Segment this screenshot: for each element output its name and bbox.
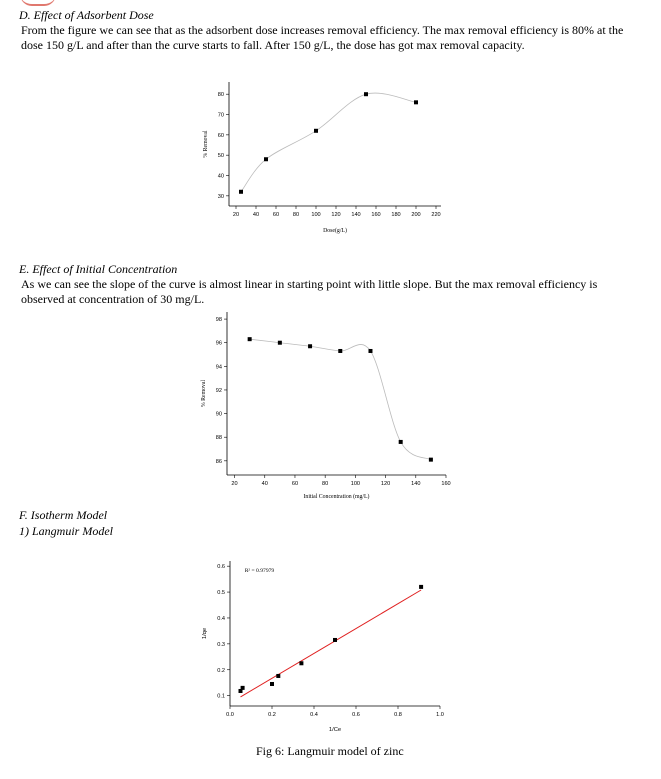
y-tick-label: 40 — [217, 173, 224, 180]
figure-caption: Fig 6: Langmuir model of zinc — [256, 744, 404, 758]
x-tick-label: 160 — [441, 481, 451, 487]
x-tick-label: 40 — [252, 212, 260, 218]
y-tick-label: 0.6 — [217, 564, 225, 571]
y-tick-label: 86 — [215, 458, 222, 465]
x-tick-label: 0.4 — [310, 712, 318, 718]
x-tick-label: 200 — [411, 212, 421, 218]
paragraph-initial-concentration: As we can see the slope of the curve is almost linear in starting point with little slope. But the max removal efficiency is observed at concentration of 30 mg/L. — [21, 277, 598, 306]
y-tick-label: 0.5 — [217, 590, 225, 597]
section-heading-initial-concentration: E. Effect of Initial Concentration — [19, 262, 178, 276]
section-heading-adsorbent-dose: D. Effect of Adsorbent Dose — [19, 8, 154, 22]
y-tick-label: 90 — [215, 411, 222, 418]
data-point — [333, 638, 337, 642]
section-heading-isotherm-model: F. Isotherm Model — [19, 508, 108, 522]
data-point — [276, 674, 280, 678]
x-tick-label: 40 — [261, 481, 268, 487]
x-tick-label: 100 — [350, 481, 361, 487]
x-tick-label: 80 — [322, 481, 329, 487]
x-tick-label: 120 — [331, 212, 341, 218]
data-point — [241, 686, 245, 690]
x-tick-label: 60 — [291, 481, 299, 487]
x-tick-label: 0.8 — [394, 712, 402, 718]
x-tick-label: 0.0 — [226, 712, 234, 718]
x-tick-label: 60 — [272, 212, 280, 218]
y-axis-label: % Removal — [203, 130, 209, 158]
y-tick-label: 60 — [217, 132, 224, 139]
x-tick-label: 220 — [431, 212, 441, 218]
fit-line — [241, 590, 422, 697]
paragraph-adsorbent-dose: From the figure we can see that as the adsorbent dose increases removal efficiency. The max removal efficiency is 80% at the dose 150 g/L and after than the curve starts to fall. After 150 g/L, the dose has got max removal capacity. — [21, 23, 624, 52]
y-tick-label: 30 — [217, 193, 224, 200]
x-axis-label: Initial Concentration (mg/L) — [303, 494, 370, 500]
x-tick-label: 180 — [391, 212, 401, 218]
x-axis-label: Dose(g/L) — [323, 228, 347, 234]
y-tick-label: 50 — [217, 153, 224, 160]
y-tick-label: 0.3 — [217, 641, 225, 648]
x-tick-label: 80 — [292, 212, 300, 218]
y-tick-label: 94 — [215, 364, 222, 371]
y-axis-label: 1/qe — [202, 627, 208, 640]
y-axis-label: % Removal — [201, 379, 207, 408]
x-tick-label: 140 — [351, 212, 361, 218]
y-tick-label: 70 — [217, 112, 224, 119]
data-point — [299, 661, 303, 665]
x-tick-label: 100 — [311, 212, 321, 218]
data-point — [419, 585, 423, 589]
y-tick-label: 92 — [215, 387, 222, 394]
x-tick-label: 140 — [411, 481, 421, 487]
y-tick-label: 0.1 — [217, 693, 225, 700]
y-tick-label: 88 — [215, 435, 222, 442]
x-tick-label: 120 — [380, 481, 391, 487]
y-tick-label: 96 — [215, 340, 222, 347]
x-tick-label: 1.0 — [436, 712, 444, 718]
subheading-langmuir-model: 1) Langmuir Model — [19, 524, 113, 538]
y-tick-label: 0.2 — [217, 667, 225, 674]
r-squared-annotation: R² = 0.97979 — [244, 568, 275, 575]
y-tick-label: 80 — [217, 92, 224, 99]
x-tick-label: 0.2 — [268, 712, 276, 718]
x-tick-label: 20 — [232, 212, 240, 218]
x-tick-label: 0.6 — [352, 712, 360, 718]
x-tick-label: 160 — [371, 212, 381, 218]
x-tick-label: 20 — [231, 481, 238, 487]
data-point — [270, 682, 274, 686]
x-axis-label: 1/Ce — [328, 727, 342, 733]
y-tick-label: 98 — [215, 317, 222, 324]
y-tick-label: 0.4 — [217, 615, 225, 622]
